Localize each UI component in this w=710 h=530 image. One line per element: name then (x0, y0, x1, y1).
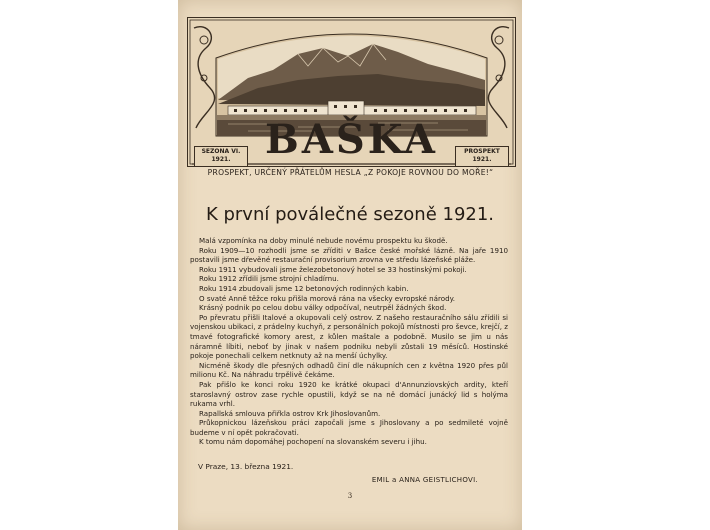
masthead-title: BAŠKA (265, 116, 438, 163)
page-number: 3 (347, 492, 353, 500)
tagline: PROSPEKT, URČENÝ PŘÁTELŮM HESLA „Z POKOJE ROVNOU DO MOŘE!“ (207, 168, 494, 177)
season-box-line2: 1921. (211, 156, 231, 163)
paragraph: Roku 1909—10 rozhodli jsme se zříditi v Bašce české mořské lázně. Na jaře 1910 postavili jsme dřevěné restaurační provisorium zrovna ve středu lázeňské pláže. (190, 245, 508, 265)
paragraph: Po převratu přišli Italové a okupovali celý ostrov. Z našeho restauračního sálu zřídili si vojenskou ubikaci, z prádelny kuchyň, z personálních pokojů místnosti pro ševce, krejčí, z tmavé fotografické komory arest, z kůlen maštale a podobně. Musilo se jim u nás náramně líbiti, neboť by jinak v našem podniku nebyli zůstali 19 měsíců. Hostinské pokoje ponechali celkem netknuty až na menší úchylky. (190, 312, 508, 361)
body-text (190, 236, 508, 447)
paragraph: O svaté Anně těžce roku přišla morová rána na všecky evropské národy. (199, 293, 456, 303)
paragraph: Roku 1914 zbudovali jsme 12 betonových rodinných kabin. (199, 283, 409, 293)
paragraph: Nicméně škody dle přesných odhadů činí dle nákupních cen z května 1920 přes půl milionu Kč. Na náhradu trpělivě čekáme. (190, 360, 508, 380)
season-box (194, 146, 248, 167)
masthead (187, 17, 516, 167)
prospekt-box-line2: 1921. (472, 156, 492, 163)
paragraph: Rapallská smlouva přiřkla ostrov Krk Jihoslovanům. (199, 408, 381, 418)
paragraph: Malá vzpomínka na doby minulé nebude novému prospektu ku škodě. (199, 236, 448, 245)
prospekt-box (455, 146, 509, 167)
headline: K první poválečné sezoně 1921. (205, 204, 495, 225)
prospekt-box-line1: PROSPEKT (464, 148, 500, 155)
paragraph: K tomu nám dopomáhej pochopení na slovanském severu i jihu. (199, 437, 427, 447)
season-box-line1: SEZONA VI. (201, 148, 241, 155)
document-page (178, 0, 522, 530)
paragraph: Krásný podnik po celou dobu války odpočíval, neutrpěl žádných škod. (199, 303, 447, 313)
signoff (190, 462, 508, 484)
paragraph: Roku 1911 vybudovali jsme železobetonový hotel se 33 hostinskými pokoji. (199, 264, 467, 274)
paragraph: Pak přišlo ke konci roku 1920 ke krátké okupaci d'Annunziovských ardity, kteří staroslavný ostrov zase rychle opustili, když se na ně domácí junácký lid s holýma rukama vrhl. (190, 379, 508, 409)
paragraph: Průkopnickou lázeňskou práci započali jsme s Jihoslovany a po sedmileté vojně budeme v ní opět pokračovati. (190, 418, 508, 437)
paragraph: Roku 1912 zřídili jsme strojní chladírnu. (199, 274, 339, 284)
date-line: V Praze, 13. března 1921. (198, 462, 294, 471)
signature: EMIL a ANNA GEISTLICHOVI. (371, 476, 478, 484)
